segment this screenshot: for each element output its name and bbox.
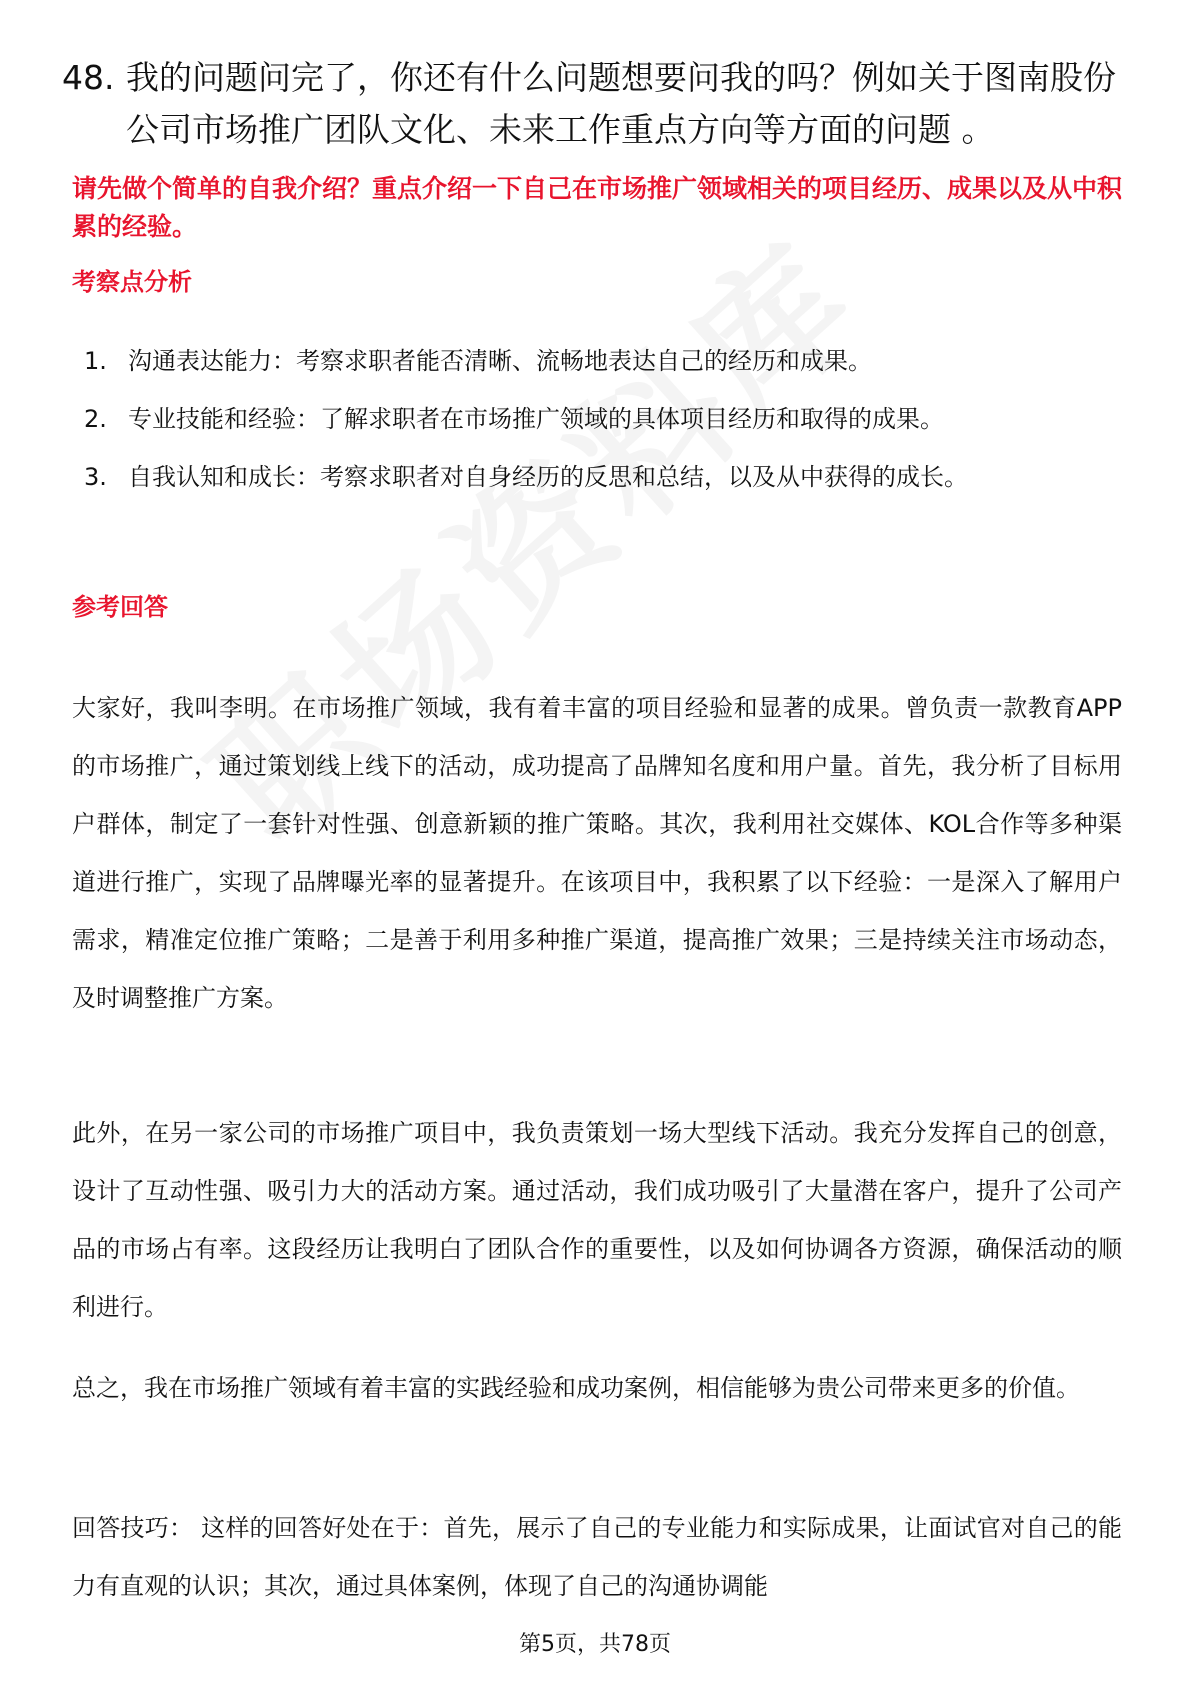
- point-text: 自我认知和成长：考察求职者对自身经历的反思和总结，以及从中获得的成长。: [128, 463, 968, 491]
- point-number: 3.: [84, 463, 107, 491]
- question-number: 48.: [62, 58, 115, 97]
- analysis-point: [84, 390, 1114, 448]
- point-number: 1.: [84, 347, 107, 375]
- answer-paragraph: 总之，我在市场推广领域有着丰富的实践经验和成功案例，相信能够为贵公司带来更多的价值。: [72, 1374, 1080, 1402]
- interview-prompt: 请先做个简单的自我介绍？重点介绍一下自己在市场推广领域相关的项目经历、成果以及从中积累的经验。: [72, 174, 1123, 241]
- interview-question: [62, 52, 1122, 156]
- answer-paragraph: 大家好，我叫李明。在市场推广领域，我有着丰富的项目经验和显著的成果。曾负责一款教育APP的市场推广，通过策划线上线下的活动，成功提高了品牌知名度和用户量。首先，我分析了目标用户群体，制定了一套针对性强、创意新颖的推广策略。其次，我利用社交媒体、KOL合作等多种渠道进行推广，实现了品牌曝光率的显著提升。在该项目中，我积累了以下经验：一是深入了解用户需求，精准定位推广策略；二是善于利用多种推广渠道，提高推广效果；三是持续关注市场动态，及时调整推广方案。: [72, 694, 1122, 1012]
- analysis-heading: 考察点分析: [72, 268, 192, 296]
- analysis-point: [84, 332, 1114, 390]
- point-text: 沟通表达能力：考察求职者能否清晰、流畅地表达自己的经历和成果。: [128, 347, 872, 375]
- question-text: 我的问题问完了，你还有什么问题想要问我的吗？例如关于图南股份公司市场推广团队文化、未来工作重点方向等方面的问题 。: [126, 58, 1116, 149]
- answer-tips-paragraph: 回答技巧： 这样的回答好处在于：首先，展示了自己的专业能力和实际成果，让面试官对自己的能力有直观的认识；其次，通过具体案例，体现了自己的沟通协调能: [72, 1514, 1122, 1600]
- point-text: 专业技能和经验：了解求职者在市场推广领域的具体项目经历和取得的成果。: [128, 405, 944, 433]
- analysis-point: [84, 448, 1114, 506]
- answer-heading: 参考回答: [72, 593, 168, 621]
- analysis-points-list: [84, 332, 1114, 506]
- answer-paragraph: 此外，在另一家公司的市场推广项目中，我负责策划一场大型线下活动。我充分发挥自己的创意，设计了互动性强、吸引力大的活动方案。通过活动，我们成功吸引了大量潜在客户，提升了公司产品的市场占有率。这段经历让我明白了团队合作的重要性，以及如何协调各方资源，确保活动的顺利进行。: [72, 1119, 1122, 1321]
- point-number: 2.: [84, 405, 107, 433]
- page-number-footer: 第5页，共78页: [519, 1632, 671, 1657]
